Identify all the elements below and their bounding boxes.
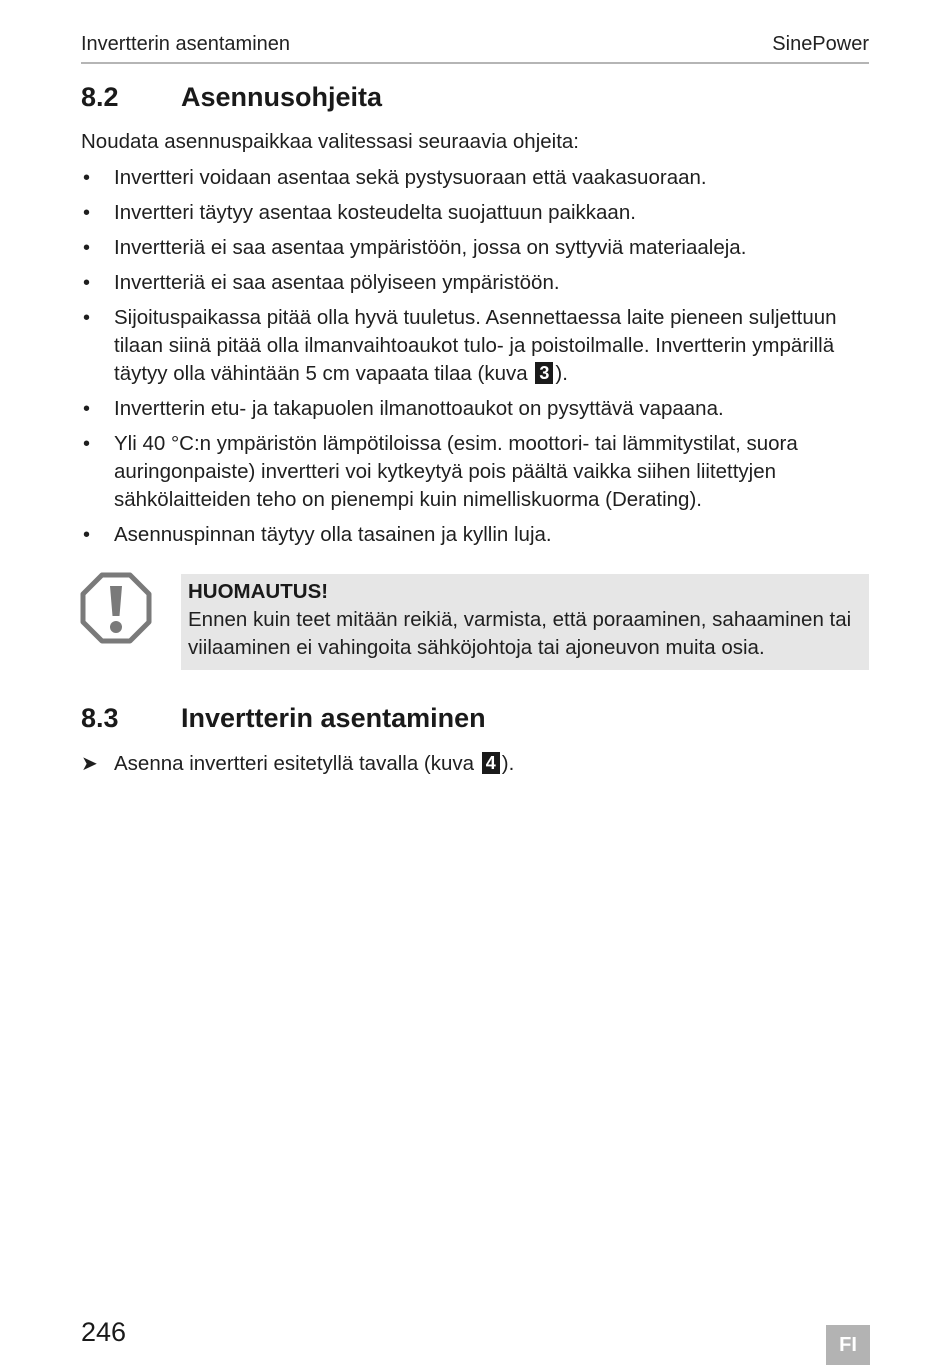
notice-text: Ennen kuin teet mitään reikiä, varmista, että poraaminen, sahaaminen tai viilaaminen ei vahingoita sähköjohtoja tai ajoneuvon muita osia. [188,608,852,659]
bullet-icon: • [83,433,91,455]
list-item-text: Invertterin etu- ja takapuolen ilmanottoaukot on pysyttävä vapaana. [114,397,724,420]
bullet-icon: • [83,237,91,259]
list-item-text: Invertteriä ei saa asentaa pölyiseen ympäristöön. [114,271,560,294]
bullet-icon: • [83,202,91,224]
running-header [81,30,869,64]
list-item [81,269,871,297]
list-item [81,304,871,388]
section-title: Asennusohjeita [181,82,383,112]
step-text-wrapper [114,750,514,778]
list-item [81,199,871,227]
figure-reference-badge: 4 [482,752,500,774]
intro-paragraph: Noudata asennuspaikkaa valitessasi seuraavia ohjeita: [81,130,580,153]
notice-title: HUOMAUTUS! [188,580,329,603]
header-product-name: SinePower [772,33,869,55]
header-chapter-title: Invertterin asentaminen [81,33,291,55]
section-title: Invertterin asentaminen [181,703,486,733]
figure-reference-badge: 3 [535,362,553,384]
section-number: 8.2 [81,82,119,112]
list-item-text: Invertteriä ei saa asentaa ympäristöön, jossa on syttyviä materiaaleja. [114,236,747,259]
list-item [81,521,871,549]
list-item-text: Yli 40 °C:n ympäristön lämpötiloissa (esim. moottori- tai lämmitystilat, suora auringonpaiste) invertteri voi kytkeytyä pois päältä vaikka siihen liitettyjen sähkölaitteiden teho on pienempi kuin nimelliskuorma (Derating). [114,432,798,511]
list-item [81,395,871,423]
notice-box [181,574,869,670]
bullet-icon: • [83,307,91,329]
bullet-icon: • [83,524,91,546]
bullet-icon: • [83,272,91,294]
list-item [81,234,871,262]
list-item [81,164,871,192]
list-item [81,430,871,514]
bullet-icon: • [83,167,91,189]
page-number: 246 [81,1317,127,1347]
installation-guidelines-list [81,164,871,556]
list-item-text-end: ). [555,362,568,385]
list-item-text: Asennuspinnan täytyy olla tasainen ja kyllin luja. [114,523,552,546]
list-item-text: Invertteri täytyy asentaa kosteudelta suojattuun paikkaan. [114,201,636,224]
exclamation-octagon-icon [80,572,152,644]
list-item-text: Invertteri voidaan asentaa sekä pystysuoraan että vaakasuoraan. [114,166,707,189]
list-item-text: Sijoituspaikassa pitää olla hyvä tuuletus. Asennettaessa laite pieneen suljettuun tilaan siinä pitää olla ilmanvaihtoaukot tulo- ja poistoilmalle. Invertterin ympärillä täytyy olla vähintään 5 cm vapaata tilaa (kuva [114,306,837,385]
arrow-right-icon: ➤ [81,753,98,775]
step-text: Asenna invertteri esitetyllä tavalla (kuva [114,752,475,775]
bullet-icon: • [83,398,91,420]
section-number: 8.3 [81,703,119,733]
step-text-end: ). [501,752,515,775]
language-tab: FI [826,1325,870,1365]
